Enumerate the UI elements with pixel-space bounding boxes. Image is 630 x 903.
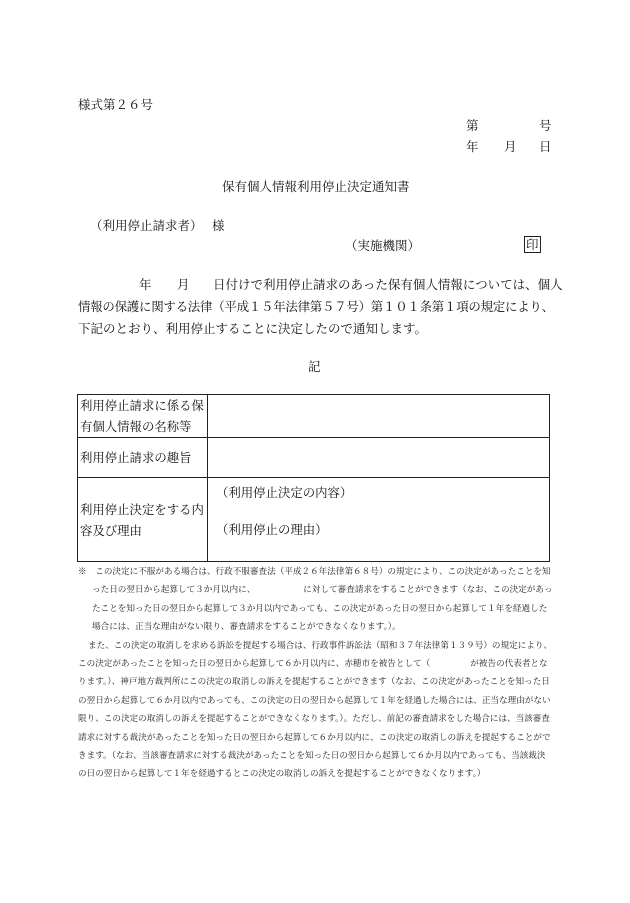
row-value-purpose xyxy=(208,438,550,478)
addressee-honorific: 様 xyxy=(212,218,225,233)
row-value-name xyxy=(208,395,550,438)
form-number: 様式第２６号 xyxy=(78,97,154,112)
body-line-3: 下記のとおり、利用停止することに決定したので通知します。 xyxy=(78,321,428,336)
table-row-name xyxy=(78,395,550,438)
seal-mark xyxy=(524,236,541,253)
note-lawsuit: また、この決定の取消しを求める訴訟を提起する場合は、行政事件訴訟法（昭和３７年法律第１３９号）の規定により、この決定があったことを知った日の翌日から起算して６か月以内に、赤穂市を被告として（ が被告の代表者となります。）、神戸地方裁判所にこの決定の取消しの訴えを提起することができます（なお、この決定があったことを知った日の翌日から起算して６か月以内であっても、この決定の日の翌日から起算して１年を経過した場合には、正当な理由がない限り、この決定の取消しの訴えを提起することができなくなります。）。ただし、前記の審査請求をした場合には、当該審査請求に対する裁決があったことを知った日の翌日から起算して６か月以内に、この決定の取消しの訴えを提起することができます。（なお、当該審査請求に対する裁決があったことを知った日の翌日から起算して６か月以内であっても、当該裁決の日の翌日から起算して１年を経過するとこの決定の取消しの訴えを提起することができなくなります。） xyxy=(78,640,553,780)
body-month: 月 xyxy=(177,277,190,292)
decision-reason-label: （利用停止の理由） xyxy=(216,522,328,537)
body-line-1: 日付けで利用停止請求のあった保有個人情報については、個人 xyxy=(213,277,563,292)
decision-content-label: （利用停止決定の内容） xyxy=(216,485,353,500)
doc-number-suffix: 号 xyxy=(539,118,552,133)
date-day: 日 xyxy=(539,139,552,154)
notes-section xyxy=(78,563,554,784)
row-label-decision: 利用停止決定をする内 容及び理由 xyxy=(78,478,208,562)
table-row-decision xyxy=(78,478,550,562)
issuer-label: （実施機関） xyxy=(345,238,421,253)
body-line-2: 情報の保護に関する法律（平成１５年法律第５７号）第１０１条第１項の規定により、 xyxy=(78,299,554,314)
doc-number-prefix: 第 xyxy=(466,118,479,133)
ki-heading: 記 xyxy=(308,359,321,374)
date-month: 月 xyxy=(504,139,517,154)
body-year: 年 xyxy=(139,277,152,292)
note-mark: ※ xyxy=(78,567,87,577)
row-label-purpose: 利用停止請求の趣旨 xyxy=(78,438,208,478)
addressee-name: （利用停止請求者） xyxy=(90,218,203,233)
row-label-name: 利用停止請求に係る保 有個人情報の名称等 xyxy=(78,395,208,438)
row-value-decision xyxy=(208,478,550,562)
note-appeal: ※ この決定に不服がある場合は、行政不服審査法（平成２６年法律第６８号）の規定により、この決定があったことを知った日の翌日から起算して３か月以内に、 に対して審査請求をすることができます（なお、この決定があったことを知った日の翌日から起算して３か月以内であっても、この決定があった日の翌日から起算して１年を経過した場合には、正当な理由がない限り、審査請求をすることができなくなります。）。 xyxy=(78,567,553,633)
document-title: 保有個人情報利用停止決定通知書 xyxy=(222,179,410,194)
date-year: 年 xyxy=(466,139,479,154)
table-row-purpose xyxy=(78,438,550,478)
seal-label: 印 xyxy=(526,237,539,252)
request-table xyxy=(77,394,550,562)
